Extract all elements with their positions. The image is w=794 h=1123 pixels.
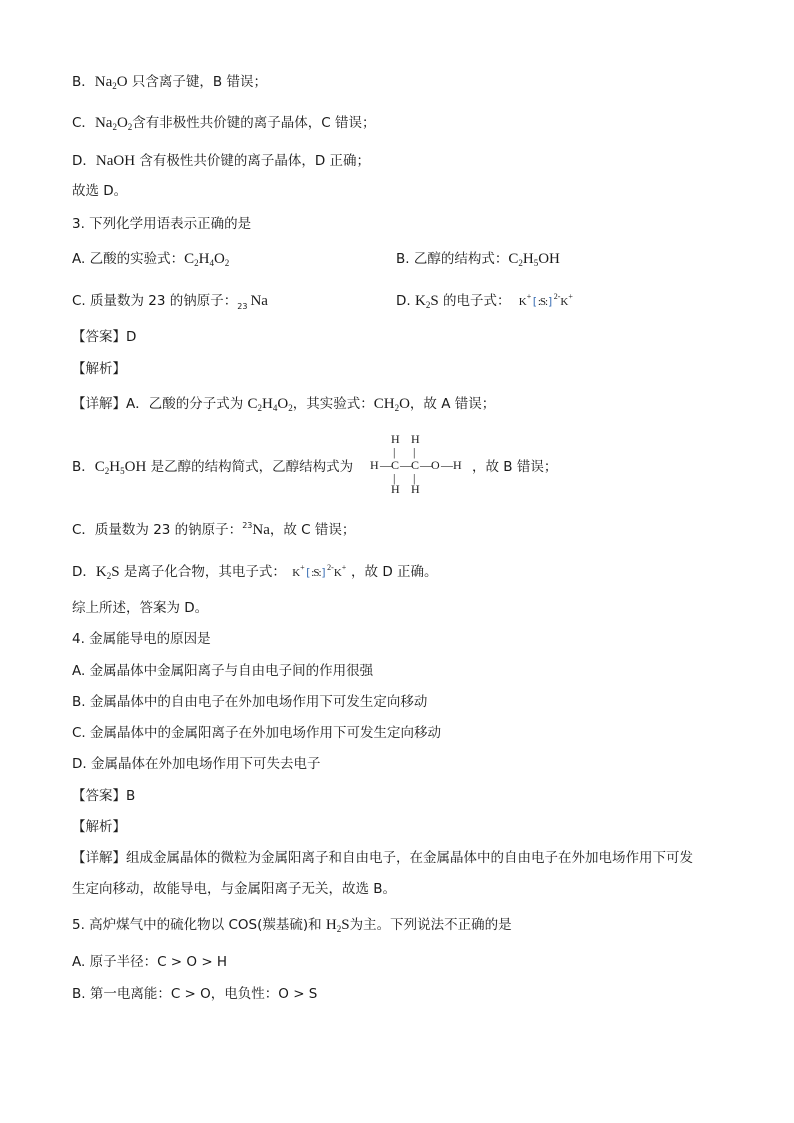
q4-answer: 【答案】B [72, 788, 136, 804]
q4-option-c: C. 金属晶体中的金属阳离子在外加电场作用下可发生定向移动 [72, 725, 442, 741]
q4-analysis-label: 【解析】 [72, 819, 126, 835]
q5-option-a: A. 原子半径：C > O > H [72, 954, 228, 970]
sulfur-dots: :S: [537, 296, 548, 308]
question-4-stem: 4. 金属能导电的原因是 [72, 631, 211, 647]
option-d-explanation: D．NaOH 含有极性共价键的离子晶体，D 正确； [72, 153, 371, 169]
q3-option-c: C. 质量数为 23 的钠原子：$_{23}$ Na [72, 293, 268, 311]
question-3-stem: 3. 下列化学用语表示正确的是 [72, 216, 252, 232]
q4-detail-line1: 【详解】组成金属晶体的微粒为金属阳离子和自由电子，在金属晶体中的自由电子在外加电场作用下可发 [72, 850, 693, 866]
option-b-explanation: B．$Na_2O$ 只含离子键，B 错误； [72, 74, 267, 91]
ethanol-structural-formula: H H | | H — C — C — O — H | | H H [370, 432, 462, 496]
question-5-stem: 5. 高炉煤气中的硫化物以 COS(羰基硫)和 $H_2S$为主。下列说法不正确的是 [72, 917, 512, 934]
q3-option-a: A. 乙酸的实验式：$C_2H_4O_2$ [72, 251, 230, 268]
q3-detail-c: C．质量数为 23 的钠原子：$^{23}$Na，故 C 错误； [72, 521, 356, 538]
q4-option-a: A. 金属晶体中金属阳离子与自由电子间的作用很强 [72, 663, 374, 679]
electron-formula-2: K+[:S:]$^{2-}$K+ [292, 563, 347, 579]
electron-formula: K+[:S:]$^{2-}$K+ [518, 292, 573, 308]
q3-option-d: D. $K_2S$ 的电子式： K+[:S:]$^{2-}$K+ [396, 292, 573, 310]
q3-detail-d: D．$K_2S$ 是离子化合物，其电子式： K+[:S:]$^{2-}$K+ ，故 D 正确。 [72, 563, 438, 581]
q3-answer: 【答案】D [72, 329, 137, 345]
q5-option-b: B. 第一电离能：C > O，电负性：O > S [72, 986, 318, 1002]
q3-option-b: B. 乙醇的结构式：$C_2H_5OH$ [396, 251, 560, 268]
q3-analysis-label: 【解析】 [72, 361, 126, 377]
q4-option-d: D. 金属晶体在外加电场作用下可失去电子 [72, 756, 321, 772]
q3-detail-b-tail: ，故 B 错误； [472, 459, 558, 475]
q3-summary: 综上所述，答案为 D。 [72, 600, 209, 616]
q4-option-b: B. 金属晶体中的自由电子在外加电场作用下可发生定向移动 [72, 694, 428, 710]
q3-detail-b: B．$C_2H_5OH$ 是乙醇的结构简式，乙醇结构式为 [72, 459, 354, 476]
conclusion: 故选 D。 [72, 183, 128, 199]
option-c-explanation: C．$Na_2O_2$含有非极性共价键的离子晶体，C 错误； [72, 115, 376, 132]
q3-detail-a: 【详解】A．乙酸的分子式为 $C_2H_4O_2$，其实验式：$CH_2O$，故 A 错误； [72, 396, 496, 413]
q4-detail-line2: 生定向移动，故能导电，与金属阳离子无关，故选 B。 [72, 881, 397, 897]
